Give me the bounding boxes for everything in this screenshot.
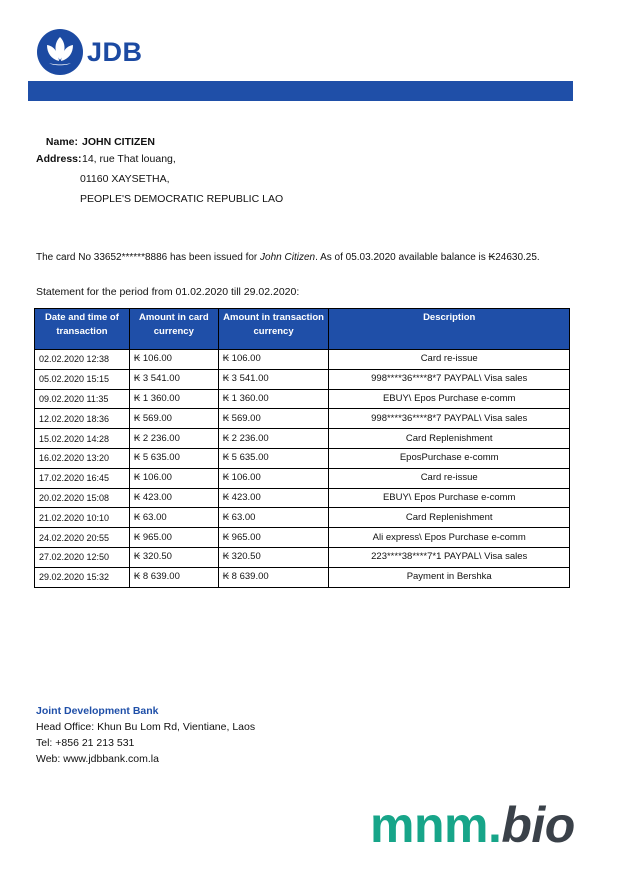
footer-tel: Tel: +856 21 213 531: [36, 737, 135, 749]
cell-card-amount: ₭ 63.00: [129, 508, 218, 528]
cell-date: 02.02.2020 12:38: [35, 350, 130, 370]
cell-transaction-amount: ₭ 5 635.00: [218, 448, 329, 468]
cell-date: 15.02.2020 14:28: [35, 429, 130, 449]
cell-card-amount: ₭ 1 360.00: [129, 389, 218, 409]
header-description: Description: [329, 309, 570, 350]
header-transaction-amount: Amount in transaction currency: [218, 309, 329, 350]
table-row: [35, 488, 570, 508]
table-row: [35, 369, 570, 389]
card-statement-suffix: . As of 05.03.2020 available balance is ₭24630.25.: [315, 252, 540, 263]
header-bar: [28, 81, 573, 101]
address-line-1: 14, rue That louang,: [82, 153, 176, 165]
table-row: [35, 567, 570, 587]
table-row: [35, 429, 570, 449]
cell-transaction-amount: ₭ 320.50: [218, 547, 329, 567]
cell-transaction-amount: ₭ 8 639.00: [218, 567, 329, 587]
cell-card-amount: ₭ 8 639.00: [129, 567, 218, 587]
footer-web: Web: www.jdbbank.com.la: [36, 753, 159, 765]
table-row: [35, 547, 570, 567]
cell-description: 998****36****8*7 PAYPAL\ Visa sales: [329, 409, 570, 429]
cell-description: EposPurchase e-comm: [329, 448, 570, 468]
cell-transaction-amount: ₭ 2 236.00: [218, 429, 329, 449]
footer-head-office: Head Office: Khun Bu Lom Rd, Vientiane, Laos: [36, 721, 256, 733]
cell-transaction-amount: ₭ 106.00: [218, 350, 329, 370]
cell-transaction-amount: ₭ 106.00: [218, 468, 329, 488]
cell-card-amount: ₭ 106.00: [129, 468, 218, 488]
cell-card-amount: ₭ 320.50: [129, 547, 218, 567]
transactions-table: [34, 308, 570, 588]
logo-wordmark: JDB: [87, 36, 143, 67]
card-holder: John Citizen: [260, 252, 316, 263]
address-label: Address:: [36, 153, 82, 165]
cell-card-amount: ₭ 423.00: [129, 488, 218, 508]
statement-period: Statement for the period from 01.02.2020 till 29.02.2020:: [36, 286, 300, 298]
cell-date: 20.02.2020 15:08: [35, 488, 130, 508]
cell-card-amount: ₭ 965.00: [129, 528, 218, 548]
table-row: [35, 389, 570, 409]
cell-date: 27.02.2020 12:50: [35, 547, 130, 567]
watermark-part-2: bio: [501, 797, 575, 853]
table-row: [35, 468, 570, 488]
cell-card-amount: ₭ 106.00: [129, 350, 218, 370]
table-header-row: [35, 309, 570, 350]
watermark: [370, 796, 575, 854]
footer-bank-name: Joint Development Bank: [36, 705, 159, 717]
table-row: [35, 409, 570, 429]
table-row: [35, 448, 570, 468]
table-row: [35, 508, 570, 528]
table-row: [35, 350, 570, 370]
cell-date: 05.02.2020 15:15: [35, 369, 130, 389]
bank-logo: [36, 28, 143, 76]
cell-transaction-amount: ₭ 1 360.00: [218, 389, 329, 409]
cell-description: EBUY\ Epos Purchase e-comm: [329, 389, 570, 409]
customer-name: JOHN CITIZEN: [82, 136, 155, 148]
cell-date: 29.02.2020 15:32: [35, 567, 130, 587]
cell-description: Card re-issue: [329, 350, 570, 370]
cell-date: 12.02.2020 18:36: [35, 409, 130, 429]
header-card-amount: Amount in card currency: [129, 309, 218, 350]
cell-date: 16.02.2020 13:20: [35, 448, 130, 468]
cell-date: 09.02.2020 11:35: [35, 389, 130, 409]
cell-card-amount: ₭ 569.00: [129, 409, 218, 429]
card-statement-prefix: The card No 33652******8886 has been issued for: [36, 252, 261, 263]
cell-transaction-amount: ₭ 965.00: [218, 528, 329, 548]
address-line-3: PEOPLE'S DEMOCRATIC REPUBLIC LAO: [80, 193, 284, 205]
card-statement: [36, 252, 540, 263]
table-body: [35, 350, 570, 588]
address-line-2: 01160 XAYSETHA,: [80, 173, 170, 185]
name-label: Name:: [45, 136, 78, 148]
cell-transaction-amount: ₭ 569.00: [218, 409, 329, 429]
cell-transaction-amount: ₭ 423.00: [218, 488, 329, 508]
cell-description: Card re-issue: [329, 468, 570, 488]
watermark-part-1: mnm.: [370, 797, 502, 853]
cell-card-amount: ₭ 3 541.00: [129, 369, 218, 389]
cell-card-amount: ₭ 2 236.00: [129, 429, 218, 449]
cell-date: 24.02.2020 20:55: [35, 528, 130, 548]
cell-description: Ali express\ Epos Purchase e-comm: [329, 528, 570, 548]
cell-description: Card Replenishment: [329, 429, 570, 449]
customer-info: [36, 134, 283, 208]
lotus-logo-icon: [36, 28, 84, 76]
cell-date: 21.02.2020 10:10: [35, 508, 130, 528]
cell-transaction-amount: ₭ 3 541.00: [218, 369, 329, 389]
cell-description: Payment in Bershka: [329, 567, 570, 587]
cell-description: 998****36****8*7 PAYPAL\ Visa sales: [329, 369, 570, 389]
footer: [36, 703, 255, 767]
cell-description: Card Replenishment: [329, 508, 570, 528]
cell-transaction-amount: ₭ 63.00: [218, 508, 329, 528]
cell-description: EBUY\ Epos Purchase e-comm: [329, 488, 570, 508]
header-date: Date and time of transaction: [35, 309, 130, 350]
cell-card-amount: ₭ 5 635.00: [129, 448, 218, 468]
table-row: [35, 528, 570, 548]
cell-date: 17.02.2020 16:45: [35, 468, 130, 488]
cell-description: 223****38****7*1 PAYPAL\ Visa sales: [329, 547, 570, 567]
